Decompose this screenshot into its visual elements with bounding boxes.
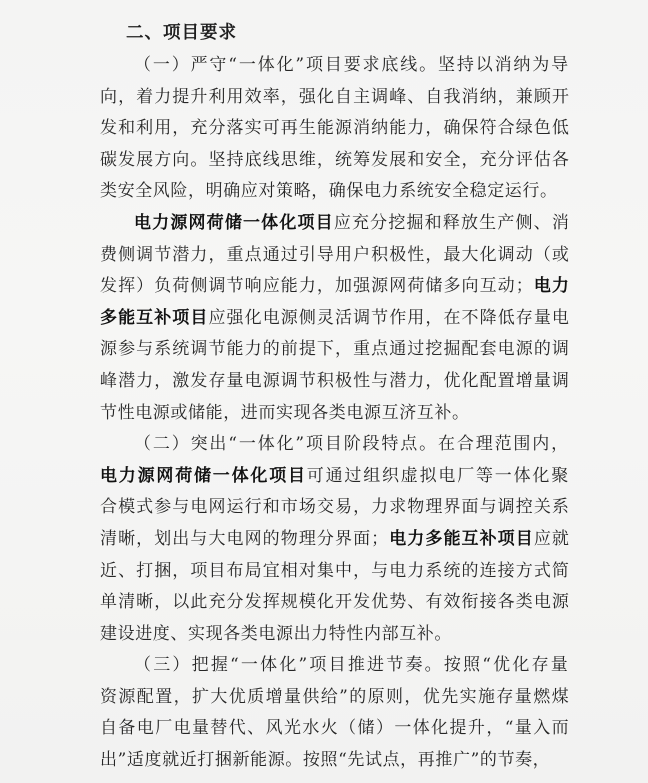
document-body — [100, 16, 570, 777]
text-line — [100, 619, 570, 651]
text-run: 建设进度、实现各类电源出力特性内部互补。 — [100, 623, 452, 644]
line-content — [100, 113, 570, 145]
paragraph — [100, 50, 570, 208]
text-run: 应强化电源侧灵活调节作用，在不降低存量电 — [208, 307, 570, 328]
text-run: 单清晰，以此充分发挥规模化开发优势、有效衔接各类电源 — [100, 592, 570, 613]
bold-term: 电力多能互补项目 — [389, 528, 534, 549]
text-run: 峰潜力，激发存量电源调节积极性与潜力，优化配置增量调 — [100, 370, 570, 391]
text-line — [100, 429, 570, 461]
text-line — [100, 587, 570, 619]
text-line — [100, 303, 570, 335]
text-run: 出”适度就近打捆新能源。按照“先试点，再推广”的节奏， — [100, 750, 551, 771]
text-run: 向，着力提升利用效率，强化自主调峰、自我消纳，兼顾开 — [100, 86, 570, 107]
line-content — [100, 366, 570, 398]
text-line — [100, 271, 570, 303]
text-run: （三）把握“一体化”项目推进节奏。按照“优化存量 — [134, 655, 570, 676]
bold-term: 多能互补项目 — [100, 307, 209, 328]
text-run: 节性电源或储能，进而实现各类电源互济互补。 — [100, 402, 470, 423]
line-content — [134, 429, 570, 461]
line-content — [100, 82, 570, 114]
line-content — [100, 745, 550, 777]
bold-term: 电力源网荷储一体化项目 — [134, 212, 334, 233]
text-line — [100, 82, 570, 114]
line-content — [100, 461, 570, 493]
text-line — [100, 366, 570, 398]
line-content — [100, 492, 570, 524]
line-content — [100, 145, 570, 177]
line-content — [100, 682, 570, 714]
text-line — [100, 524, 570, 556]
line-content — [100, 398, 470, 430]
paragraph — [100, 208, 570, 429]
text-run: 发和利用，充分落实可再生能源消纳能力，确保符合绿色低 — [100, 118, 570, 139]
text-run: 可通过组织虚拟电厂等一体化聚 — [306, 465, 570, 486]
line-content — [100, 303, 570, 335]
section-heading: 二、项目要求 — [126, 23, 237, 43]
text-line — [100, 240, 570, 272]
text-run: 应就 — [533, 528, 570, 549]
text-line — [100, 745, 570, 777]
line-content — [134, 50, 570, 82]
line-content — [100, 713, 570, 745]
text-run: 碳发展方向。坚持底线思维，统筹发展和安全，充分评估各 — [100, 149, 570, 170]
text-run: 合模式参与电网运行和市场交易，力求物理界面与调控关系 — [100, 497, 570, 518]
bold-term: 电力 — [533, 276, 570, 297]
text-run: 源参与系统调节能力的前提下，重点通过挖掘配套电源的调 — [100, 339, 570, 360]
text-run: （二）突出“一体化”项目阶段特点。在合理范围内， — [134, 434, 570, 455]
text-run: 发挥）负荷侧调节响应能力，加强源网荷储多向互动； — [100, 276, 534, 297]
line-content — [134, 208, 570, 240]
line-content — [100, 587, 570, 619]
line-content — [100, 240, 570, 272]
text-line — [100, 682, 570, 714]
line-content — [100, 524, 570, 556]
text-line — [100, 208, 570, 240]
text-run: 近、打捆，项目布局宜相对集中，与电力系统的连接方式简 — [100, 560, 570, 581]
line-content — [134, 650, 570, 682]
line-content — [100, 334, 570, 366]
paragraph — [100, 429, 570, 650]
text-run: 清晰，划出与大电网的物理分界面； — [100, 528, 390, 549]
line-content — [100, 176, 558, 208]
text-line — [100, 650, 570, 682]
text-line — [100, 556, 570, 588]
text-line — [100, 113, 570, 145]
paragraph — [100, 650, 570, 776]
text-run: 费侧调节潜力，重点通过引导用户积极性，最大化调动（或 — [100, 244, 570, 265]
text-line — [100, 145, 570, 177]
text-line — [100, 492, 570, 524]
text-line — [100, 713, 570, 745]
line-content — [100, 556, 570, 588]
text-line — [100, 334, 570, 366]
paragraphs-container — [100, 50, 570, 777]
text-run: 自备电厂电量替代、风光水火（储）一体化提升，“量入而 — [100, 718, 570, 739]
text-line — [100, 50, 570, 82]
text-run: （一）严守“一体化”项目要求底线。坚持以消纳为导 — [134, 55, 570, 75]
line-content — [100, 619, 452, 651]
text-line — [100, 176, 570, 208]
bold-term: 电力源网荷储一体化项目 — [100, 465, 307, 486]
text-run: 类安全风险，明确应对策略，确保电力系统安全稳定运行。 — [100, 181, 558, 202]
text-line — [100, 398, 570, 430]
line-content — [100, 271, 570, 303]
text-run: 应充分挖掘和释放生产侧、消 — [333, 212, 570, 233]
text-line — [100, 461, 570, 493]
text-run: 资源配置，扩大优质增量供给”的原则，优先实施存量燃煤 — [100, 686, 570, 707]
